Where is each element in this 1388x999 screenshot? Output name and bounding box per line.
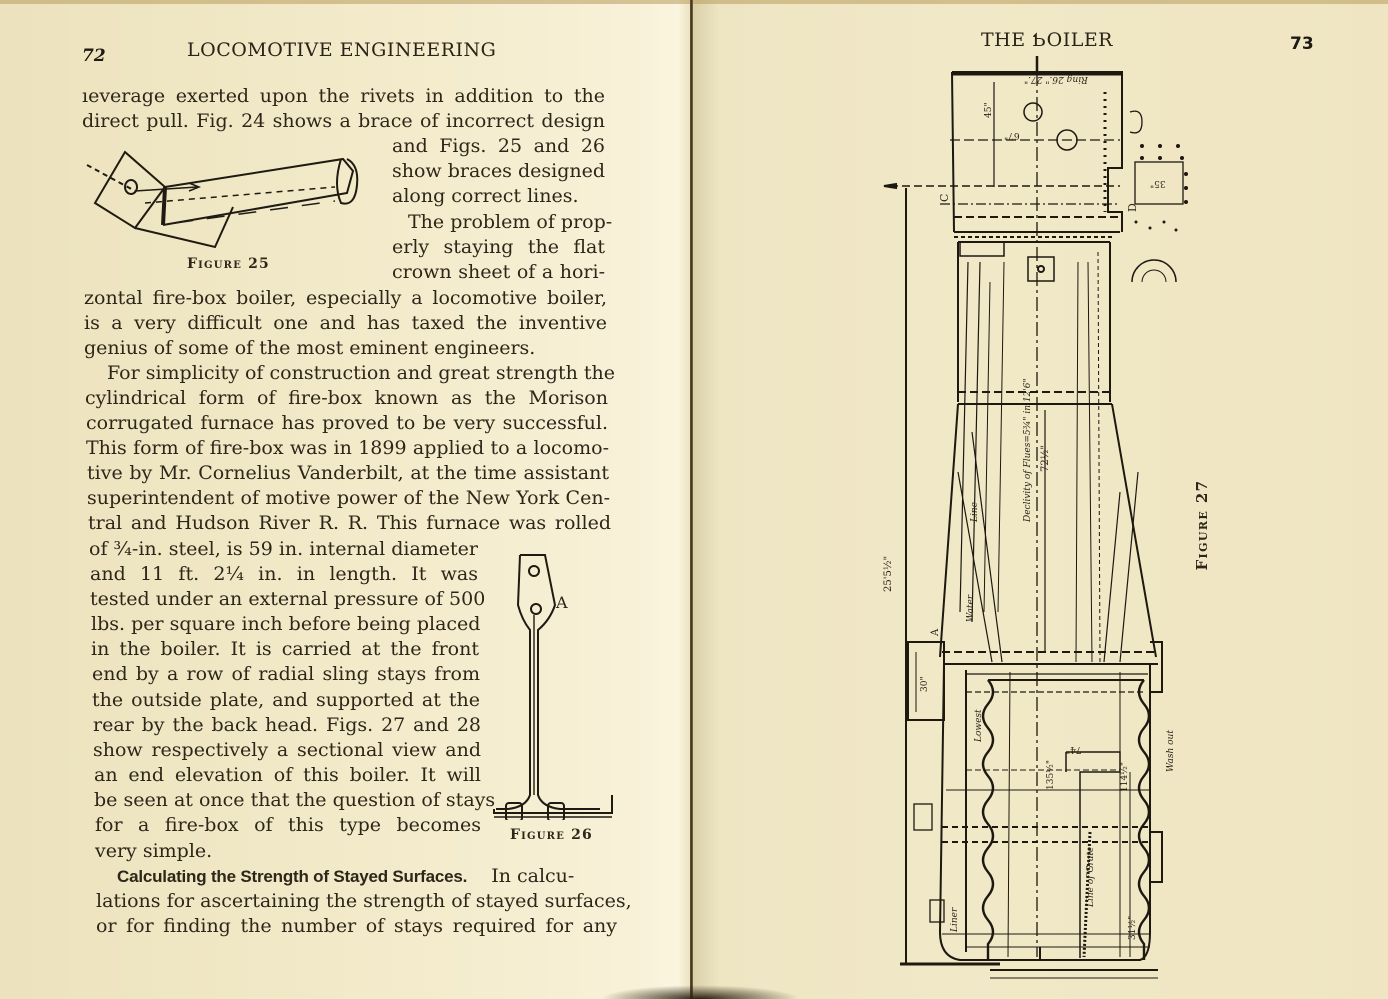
section-heading-line bbox=[117, 864, 574, 889]
text-line: tested under an external pressure of 500 bbox=[90, 588, 486, 610]
text-line: or for finding the number of stays required for any bbox=[96, 915, 617, 937]
book-gutter bbox=[690, 0, 693, 999]
text-line: in the boiler. It is carried at the front bbox=[91, 638, 479, 660]
section-mark-d: D bbox=[1126, 203, 1139, 212]
dim-31: 31½" bbox=[1128, 915, 1138, 940]
text-line: show braces designed bbox=[392, 160, 606, 182]
dim-tube-length: 72½" bbox=[1040, 444, 1051, 472]
water-line-label: Water bbox=[966, 594, 976, 622]
text-line: lbs. per square inch before being placed bbox=[91, 613, 481, 635]
page-top-edge bbox=[0, 0, 1388, 4]
text-line: very simple. bbox=[95, 840, 213, 862]
text-line: the outside plate, and supported at the bbox=[92, 689, 480, 711]
dim-74: 74" bbox=[1066, 744, 1082, 754]
water-line-label-line: Line bbox=[970, 502, 980, 522]
text-line: of ¾-in. steel, is 59 in. internal diameter bbox=[89, 538, 478, 560]
figure-27-caption-box bbox=[1182, 470, 1222, 580]
lowest-label: Lowest bbox=[974, 709, 984, 742]
section-heading: Calculating the Strength of Stayed Surfaces. bbox=[117, 867, 468, 886]
dim-overall-length: 25'5½" bbox=[883, 555, 894, 592]
text-line: along correct lines. bbox=[392, 185, 579, 207]
text-line: lations for ascertaining the strength of stayed surfaces, bbox=[96, 890, 632, 912]
page-number-left: 72 bbox=[82, 46, 106, 66]
text-line: The problem of prop- bbox=[408, 211, 613, 233]
section-mark-c: C bbox=[938, 193, 951, 202]
text-line: for a fire-box of this type becomes bbox=[95, 814, 481, 836]
text-line: genius of some of the most eminent engineers. bbox=[84, 337, 536, 359]
text-fragment: In calcu- bbox=[491, 865, 575, 887]
dim-35: 35" bbox=[1150, 178, 1166, 188]
text-line: direct pull. Fig. 24 shows a brace of incorrect design bbox=[82, 110, 605, 132]
dim-30: 30" bbox=[920, 676, 930, 692]
liner-label: Liner bbox=[950, 907, 960, 932]
running-head-right: THE ƄOILER bbox=[981, 29, 1113, 51]
ring-dim: Ring 26." 27." bbox=[1024, 74, 1088, 84]
figure-27-caption: Figure 27 bbox=[1193, 479, 1211, 571]
figure-26-label-a: A bbox=[556, 593, 568, 612]
figure-27-boiler-section-drawing bbox=[880, 52, 1200, 982]
text-line: show respectively a sectional view and bbox=[93, 739, 481, 761]
text-line: zontal fire-box boiler, especially a locomotive boiler, bbox=[84, 287, 607, 309]
figure-26-caption: Figure 26 bbox=[510, 827, 593, 843]
text-line: corrugated furnace has proved to be very successful. bbox=[86, 412, 608, 434]
dim-45: 45" bbox=[984, 102, 994, 118]
point-a: A bbox=[930, 628, 941, 636]
figure-25-caption: Figure 25 bbox=[187, 256, 270, 272]
declivity-note: Declivity of Flues=5¾" in 12'6" bbox=[1023, 378, 1033, 522]
dim-114: 114½" bbox=[1120, 761, 1130, 792]
text-line: crown sheet of a hori- bbox=[392, 261, 605, 283]
text-line: rear by the back head. Figs. 27 and 28 bbox=[93, 714, 481, 736]
text-line: This form of fire-box was in 1899 applied to a locomo- bbox=[86, 437, 609, 459]
text-line: tral and Hudson River R. R. This furnace was rolled bbox=[88, 512, 611, 534]
figure-25-brace-drawing bbox=[85, 145, 365, 255]
wash-out-label: Wash out bbox=[1166, 730, 1176, 772]
page-number-right: 73 bbox=[1290, 34, 1314, 54]
running-head-left: LOCOMOTIVE ENGINEERING bbox=[187, 39, 497, 61]
text-line: and 11 ft. 2¼ in. in length. It was bbox=[90, 563, 478, 585]
text-line: For simplicity of construction and great strength the bbox=[107, 362, 615, 384]
figure-26-sling-stay-drawing bbox=[490, 545, 615, 820]
text-line: is a very difficult one and has taxed the inventive bbox=[84, 312, 607, 334]
text-line: be seen at once that the question of stays bbox=[94, 789, 496, 811]
spine-shadow bbox=[600, 985, 800, 999]
dim-135: 135½" bbox=[1046, 759, 1056, 790]
dim-67: 67" bbox=[1004, 130, 1020, 140]
text-line: cylindrical form of fire-box known as the Morison bbox=[85, 387, 608, 409]
text-line: superintendent of motive power of the New York Cen- bbox=[87, 487, 610, 509]
text-line: ıeverage exerted upon the rivets in addition to the bbox=[82, 85, 605, 107]
text-line: an end elevation of this boiler. It will bbox=[94, 764, 481, 786]
text-line: erly staying the flat bbox=[392, 236, 605, 258]
text-line: tive by Mr. Cornelius Vanderbilt, at the time assistant bbox=[87, 462, 609, 484]
text-line: and Figs. 25 and 26 bbox=[392, 135, 605, 157]
text-line: end by a row of radial sling stays from bbox=[92, 663, 480, 685]
line-of-grate-label: Line of Grate bbox=[1086, 846, 1096, 907]
